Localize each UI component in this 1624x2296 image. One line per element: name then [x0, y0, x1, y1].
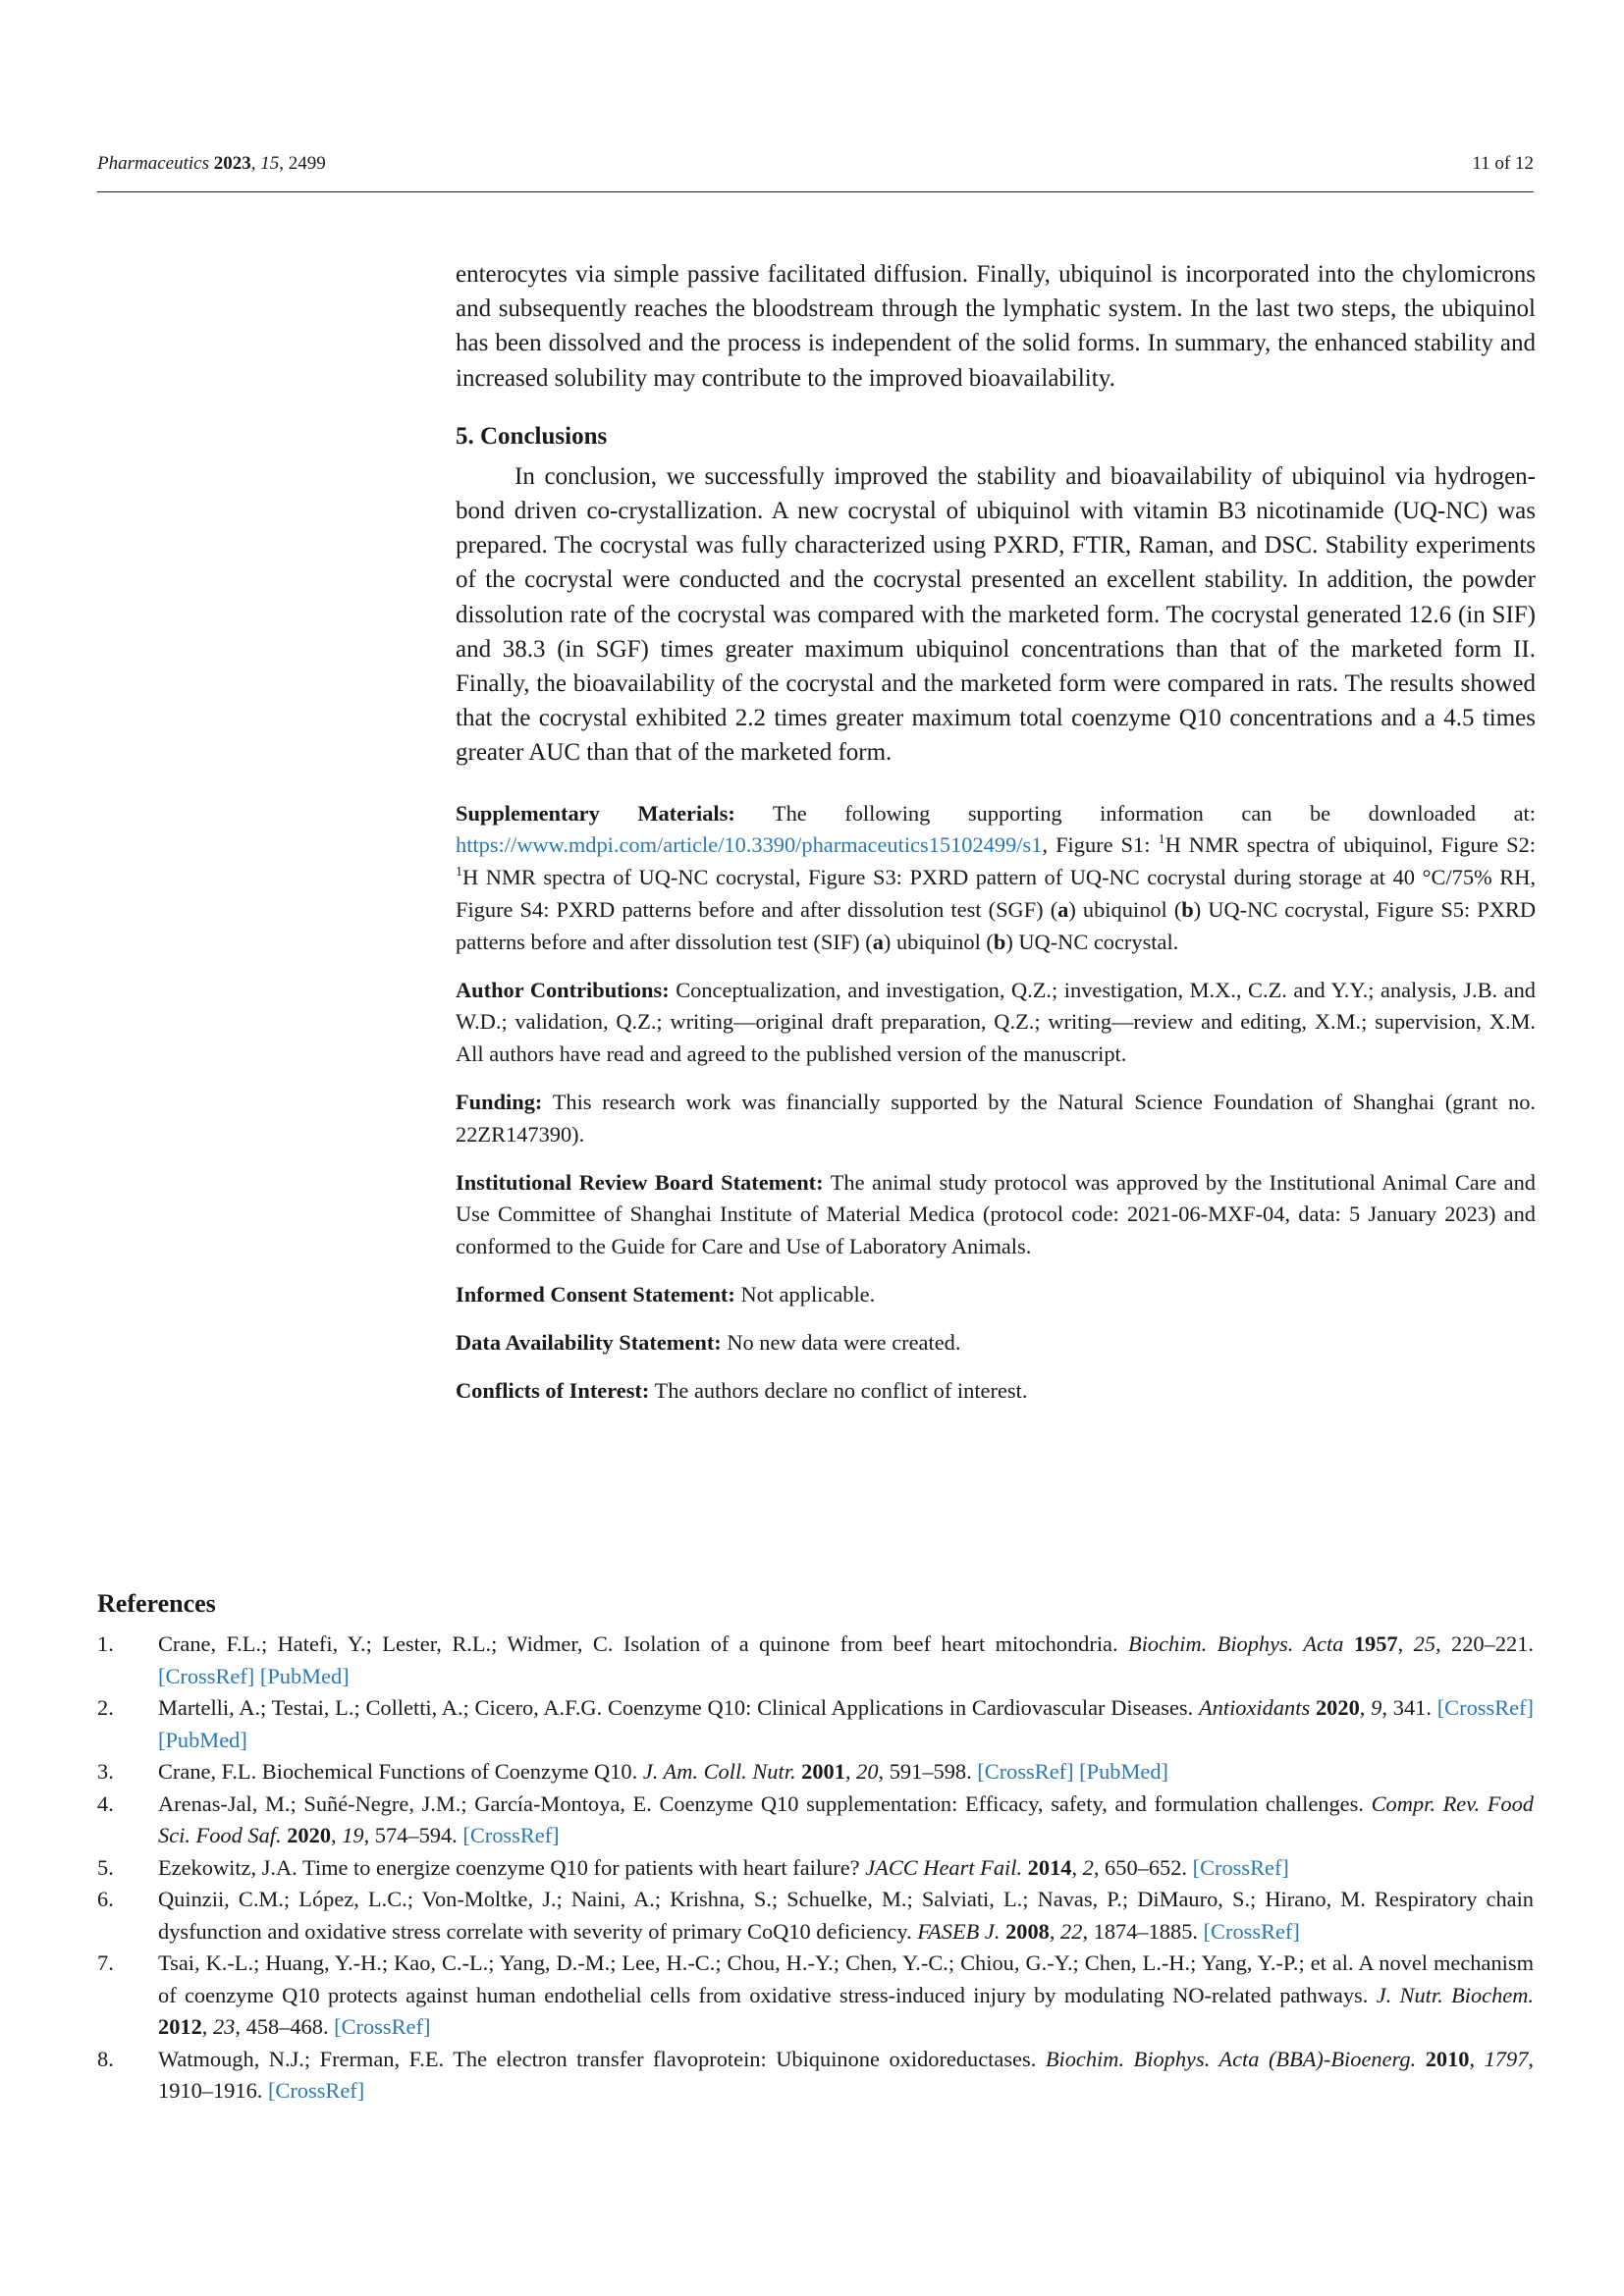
conflicts-label: Conflicts of Interest: [456, 1377, 650, 1403]
reference-volume: 23 [212, 2014, 236, 2039]
reference-item: 5. Ezekowitz, J.A. Time to energize coenzyme Q10 for patients with heart failure? JACC Heart Fail. 2014, 2, 650–652. [CrossRef] [97, 1852, 1534, 1885]
reference-item: 4. Arenas-Jal, M.; Suñé-Negre, J.M.; García-Montoya, E. Coenzyme Q10 supplementation: Efficacy, safety, and formulation challenges. Compr. Rev. Food Sci. Food Saf. 2020, 19, 574–594. [CrossRef] [97, 1789, 1534, 1852]
reference-pages: , 1874–1885. [1082, 1918, 1204, 1944]
reference-number: 8. [97, 2046, 114, 2071]
supplementary-text: ) ubiquinol ( [883, 929, 994, 954]
reference-authors-title: Watmough, N.J.; Frerman, F.E. The electron transfer flavoprotein: Ubiquinone oxidoreductases. [158, 2046, 1046, 2071]
page-indicator: 11 of 12 [1472, 153, 1534, 174]
supplementary-link[interactable]: https://www.mdpi.com/article/10.3390/pharmaceutics15102499/s1 [456, 832, 1043, 858]
reference-year: 2014 [1027, 1854, 1072, 1880]
back-matter [456, 798, 1536, 1408]
reference-number: 4. [97, 1790, 114, 1816]
reference-number: 2. [97, 1695, 114, 1720]
references-heading: References [97, 1589, 216, 1618]
supplementary-text: The following supporting information can be downloaded at: [772, 800, 1536, 826]
funding-text: This research work was financially supported by the Natural Science Foundation of Shanghai (grant no. 22ZR147390). [456, 1090, 1536, 1147]
reference-volume: 19 [342, 1823, 364, 1847]
journal-volume: 15 [260, 153, 280, 174]
reference-year: 2020 [287, 1823, 332, 1847]
reference-item: 6. Quinzii, C.M.; López, L.C.; Von-Moltke, J.; Naini, A.; Krishna, S.; Schuelke, M.; Salviati, L.; Navas, P.; DiMauro, S.; Hirano, M. Respiratory chain dysfunction and oxidative stress correlate with severity of primary CoQ10 deficiency. FASEB J. 2008, 22, 1874–1885. [CrossRef] [97, 1884, 1534, 1948]
references-section [97, 1587, 1534, 2108]
supplementary-text: ) UQ-NC cocrystal, Figure S5: PXRD patterns before and after dissolution test (SIF) ( [456, 897, 1537, 954]
data-availability-label: Data Availability Statement: [456, 1329, 722, 1355]
supplementary-text: ) UQ-NC cocrystal. [1005, 929, 1179, 954]
conflicts-of-interest [456, 1375, 1536, 1408]
journal-citation: Pharmaceutics 2023, 15, 2499 [97, 153, 326, 174]
reference-pages: , 220–221. [1435, 1631, 1535, 1656]
reference-item: 3. Crane, F.L. Biochemical Functions of Coenzyme Q10. J. Am. Coll. Nutr. 2001, 20, 591–598. [CrossRef] [PubMed] [97, 1756, 1534, 1789]
supplementary-text: H NMR spectra of ubiquinol, Figure S2: [1164, 832, 1536, 858]
reference-year: 1957 [1353, 1631, 1398, 1656]
intro-paragraph: enterocytes via simple passive facilitated diffusion. Finally, ubiquinol is incorporated into the chylomicrons and subsequently reaches the bloodstream through the lymphatic system. In the last two steps, the ubiquinol has been dissolved and the process is independent of the solid forms. In summary, the enhanced stability and increased solubility may contribute to the improved bioavailability. [456, 261, 1536, 392]
author-contributions-label: Author Contributions: [456, 977, 670, 1002]
crossref-link[interactable]: [CrossRef] [267, 2078, 365, 2103]
reference-year: 2020 [1315, 1695, 1360, 1720]
reference-year: 2008 [1005, 1918, 1050, 1944]
author-contributions [456, 975, 1536, 1071]
reference-pages: , 1910–1916. [158, 2046, 1534, 2103]
superscript: 1 [456, 865, 462, 881]
supplementary-text: , Figure S1: [1042, 832, 1159, 858]
reference-item: 7. Tsai, K.-L.; Huang, Y.-H.; Kao, C.-L.; Yang, D.-M.; Lee, H.-C.; Chou, H.-Y.; Chen, Y.-C.; Chiou, G.-Y.; Chen, L.-H.; Yang, Y.-P.; et al. A novel mechanism of coenzyme Q10 protects against human endothelial cells from oxidative stress-induced injury by modulating NO-related pathways. J. Nutr. Biochem. 2012, 23, 458–468. [CrossRef] [97, 1948, 1534, 2044]
reference-pages: , 650–652. [1093, 1854, 1193, 1880]
reference-authors-title: Crane, F.L.; Hatefi, Y.; Lester, R.L.; Widmer, C. Isolation of a quinone from beef heart mitochondria. [158, 1631, 1129, 1656]
funding-label: Funding: [456, 1090, 543, 1115]
reference-list [97, 1629, 1534, 2108]
crossref-link[interactable]: [CrossRef] [1203, 1918, 1300, 1944]
data-availability-text: No new data were created. [727, 1329, 961, 1355]
reference-pages: , 591–598. [878, 1759, 978, 1784]
superscript: 1 [1158, 832, 1165, 848]
crossref-link[interactable]: [CrossRef] [158, 1663, 255, 1688]
reference-volume: 22 [1060, 1918, 1083, 1944]
crossref-link[interactable]: [CrossRef] [462, 1823, 560, 1847]
informed-consent-text: Not applicable. [740, 1282, 876, 1307]
reference-year: 2012 [158, 2014, 202, 2039]
journal-year: 2023 [213, 153, 251, 174]
reference-pages: , 458–468. [235, 2014, 335, 2039]
supplementary-materials [456, 798, 1536, 959]
reference-journal: JACC Heart Fail. [865, 1854, 1023, 1880]
header-divider [97, 191, 1534, 192]
article-number: 2499 [288, 153, 326, 174]
reference-pages: , 341. [1381, 1695, 1437, 1720]
reference-pages: , 574–594. [363, 1823, 463, 1847]
reference-volume: 20 [856, 1759, 879, 1784]
reference-authors-title: Martelli, A.; Testai, L.; Colletti, A.; Cicero, A.F.G. Coenzyme Q10: Clinical Applications in Cardiovascular Diseases. [158, 1695, 1199, 1720]
reference-authors-title: Arenas-Jal, M.; Suñé-Negre, J.M.; García-Montoya, E. Coenzyme Q10 supplementation: Efficacy, safety, and formulation challenges. [158, 1790, 1372, 1816]
supplementary-label: Supplementary Materials: [456, 800, 735, 826]
supplementary-text: ) ubiquinol ( [1068, 897, 1182, 923]
reference-year: 2001 [801, 1759, 845, 1784]
reference-journal: Biochim. Biophys. Acta (BBA)-Bioenerg. [1045, 2046, 1417, 2071]
reference-number: 5. [97, 1854, 114, 1880]
reference-journal: Compr. Rev. Food Sci. Food Saf. [158, 1790, 1534, 1847]
reference-journal: Biochim. Biophys. Acta [1128, 1631, 1344, 1656]
panel-label: b [1181, 897, 1194, 923]
reference-volume: 25 [1413, 1631, 1436, 1656]
reference-authors-title: Quinzii, C.M.; López, L.C.; Von-Moltke, J.; Naini, A.; Krishna, S.; Schuelke, M.; Salviati, L.; Navas, P.; DiMauro, S.; Hirano, M. Respiratory chain dysfunction and oxidative stress correlate with severity of primary CoQ10 deficiency. [158, 1887, 1534, 1944]
author-contributions-text: Conceptualization, and investigation, Q.Z.; investigation, M.X., C.Z. and Y.Y.; analysis, J.B. and W.D.; validation, Q.Z.; writing—original draft preparation, Q.Z.; writing—review and editing, X.M.; supervision, X.M. All authors have read and agreed to the published version of the manuscript. [456, 977, 1536, 1067]
pubmed-link[interactable]: [PubMed] [158, 1727, 247, 1752]
reference-authors-title: Crane, F.L. Biochemical Functions of Coenzyme Q10. [158, 1759, 643, 1784]
reference-journal: J. Nutr. Biochem. [1376, 1982, 1534, 2007]
crossref-link[interactable]: [CrossRef] [1436, 1695, 1534, 1720]
reference-number: 1. [97, 1631, 114, 1656]
reference-volume: 2 [1082, 1854, 1094, 1880]
crossref-link[interactable]: [CrossRef] [1192, 1854, 1289, 1880]
reference-authors-title: Tsai, K.-L.; Huang, Y.-H.; Kao, C.-L.; Yang, D.-M.; Lee, H.-C.; Chou, H.-Y.; Chen, Y.-C.; Chiou, G.-Y.; Chen, L.-H.; Yang, Y.-P.; et al. A novel mechanism of coenzyme Q10 protects against human endothelial cells from oxidative stress-induced injury by modulating NO-related pathways. [158, 1950, 1534, 2007]
reference-journal: FASEB J. [917, 1918, 1001, 1944]
panel-label: b [993, 929, 1006, 954]
reference-volume: 9 [1371, 1695, 1382, 1720]
pubmed-link[interactable]: [PubMed] [1079, 1759, 1168, 1784]
journal-name: Pharmaceutics [97, 153, 209, 174]
informed-consent [456, 1279, 1536, 1311]
crossref-link[interactable]: [CrossRef] [977, 1759, 1074, 1784]
conclusions-paragraph: In conclusion, we successfully improved the stability and bioavailability of ubiquinol via hydrogen-bond driven co-crystallization. A new cocrystal of ubiquinol with vitamin B3 nicotinamide (UQ-NC) was prepared. The cocrystal was fully characterized using PXRD, FTIR, Raman, and DSC. Stability experiments of the cocrystal were conducted and the cocrystal presented an excellent stability. In addition, the powder dissolution rate of the cocrystal was compared with the marketed form. The cocrystal generated 12.6 (in SIF) and 38.3 (in SGF) times greater maximum ubiquinol concentrations than that of the marketed form II. Finally, the bioavailability of the cocrystal and the marketed form were compared in rats. The results showed that the cocrystal exhibited 2.2 times greater maximum total coenzyme Q10 concentrations and a 4.5 times greater AUC than that of the marketed form. [456, 462, 1536, 767]
reference-journal: Antioxidants [1198, 1695, 1311, 1720]
reference-item: 1. Crane, F.L.; Hatefi, Y.; Lester, R.L.; Widmer, C. Isolation of a quinone from beef heart mitochondria. Biochim. Biophys. Acta 1957, 25, 220–221. [CrossRef] [PubMed] [97, 1629, 1534, 1692]
reference-volume: 1797 [1484, 2046, 1529, 2071]
panel-label: a [1057, 897, 1069, 923]
reference-number: 6. [97, 1887, 114, 1911]
informed-consent-label: Informed Consent Statement: [456, 1282, 735, 1307]
running-header [97, 153, 1534, 183]
irb-text: The animal study protocol was approved by the Institutional Animal Care and Use Committee of Shanghai Institute of Material Medica (protocol code: 2021-06-MXF-04, data: 5 January 2023) and conformed to the Guide for Care and Use of Laboratory Animals. [456, 1169, 1536, 1259]
reference-journal: J. Am. Coll. Nutr. [642, 1759, 796, 1784]
section-heading-conclusions: 5. Conclusions [456, 422, 608, 450]
supplementary-text: H NMR spectra of UQ-NC cocrystal, Figure S3: PXRD pattern of UQ-NC cocrystal during storage at 40 °C/75% RH, Figure S4: PXRD patterns before and after dissolution test (SGF) ( [456, 865, 1536, 923]
pubmed-link[interactable]: [PubMed] [259, 1663, 350, 1688]
reference-item: 8. Watmough, N.J.; Frerman, F.E. The electron transfer flavoprotein: Ubiquinone oxidoreductases. Biochim. Biophys. Acta (BBA)-Bioenerg. 2010, 1797, 1910–1916. [CrossRef] [97, 2044, 1534, 2108]
irb-label: Institutional Review Board Statement: [456, 1169, 824, 1195]
reference-authors-title: Ezekowitz, J.A. Time to energize coenzyme Q10 for patients with heart failure? [158, 1854, 866, 1880]
reference-number: 7. [97, 1950, 114, 1975]
irb-statement [456, 1167, 1536, 1263]
funding [456, 1087, 1536, 1151]
panel-label: a [872, 929, 884, 954]
main-column [456, 257, 1536, 1422]
reference-number: 3. [97, 1759, 114, 1784]
data-availability [456, 1327, 1536, 1360]
reference-item: 2. Martelli, A.; Testai, L.; Colletti, A.; Cicero, A.F.G. Coenzyme Q10: Clinical Applications in Cardiovascular Diseases. Antioxidants 2020, 9, 341. [CrossRef] [PubMed] [97, 1692, 1534, 1756]
crossref-link[interactable]: [CrossRef] [334, 2014, 431, 2039]
reference-year: 2010 [1425, 2046, 1470, 2071]
conflicts-text: The authors declare no conflict of interest. [654, 1377, 1028, 1403]
